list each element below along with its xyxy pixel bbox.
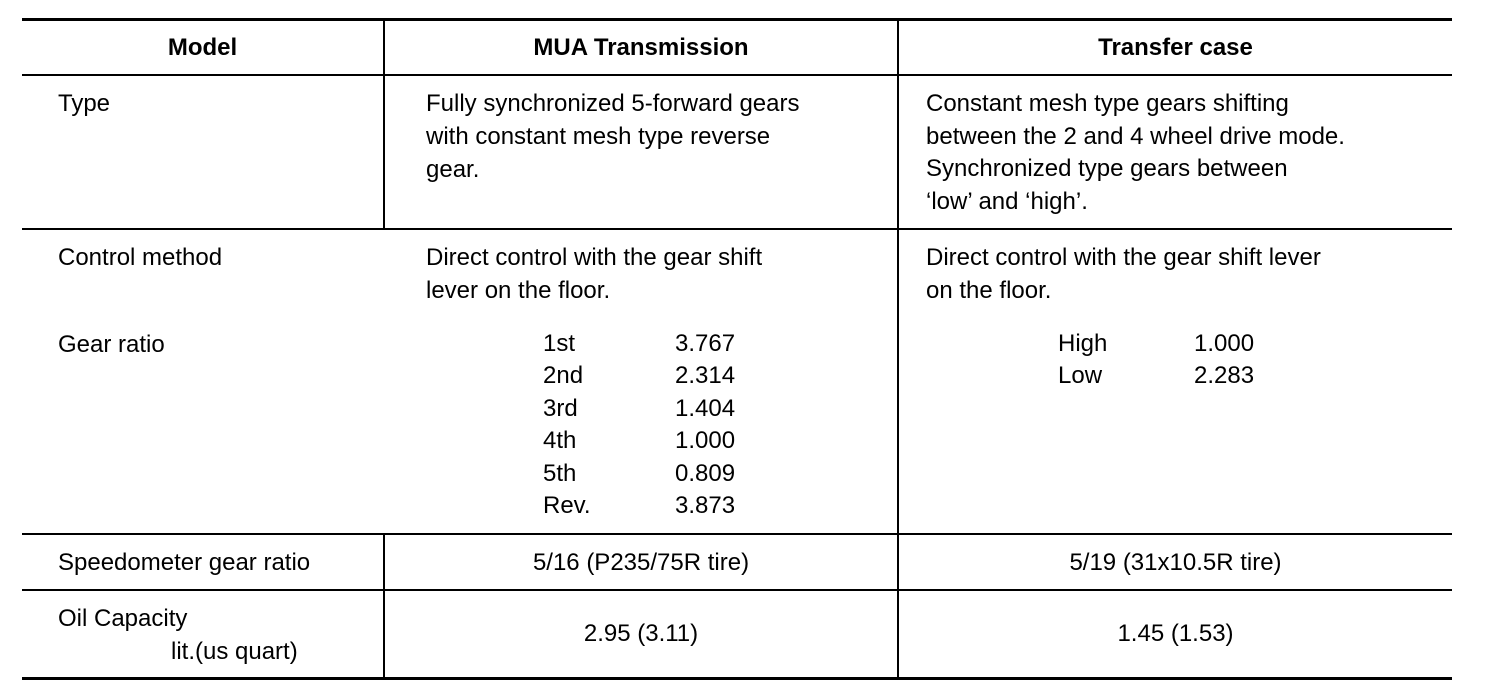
- control-transmission-line: lever on the floor.: [426, 277, 611, 304]
- gear-label: Rev.: [543, 492, 591, 520]
- gear-label: 4th: [543, 427, 577, 455]
- gear-ratio-value: 1.404: [675, 394, 736, 422]
- gear-ratio-value: 3.873: [675, 492, 736, 520]
- gear-ratio-value: 2.283: [1194, 362, 1255, 390]
- table-top-rule: [22, 18, 1452, 21]
- transmission-gear-ratio-list: [543, 328, 775, 522]
- gear-label: High: [1058, 330, 1108, 357]
- gear-row-rule: [22, 533, 1452, 535]
- gear-label: 3rd: [543, 394, 578, 422]
- type-transfer-line: Synchronized type gears between: [926, 155, 1288, 182]
- control-transfer-line: Direct control with the gear shift lever: [926, 244, 1321, 271]
- oil-transfer-value: 1.45 (1.53): [1117, 620, 1234, 647]
- gear-ratio-value: 3.767: [675, 330, 736, 357]
- header-model: Model: [167, 34, 238, 61]
- column-divider-1: [383, 76, 385, 230]
- type-transmission-line: with constant mesh type reverse: [426, 123, 771, 150]
- transfer-gear-ratio-list: [1058, 328, 1294, 393]
- control-transmission-line: Direct control with the gear shift: [426, 244, 763, 271]
- row-label-speedometer-gear-ratio: Speedometer gear ratio: [58, 549, 311, 576]
- type-row-rule: [22, 228, 1452, 230]
- row-label-oil-capacity: Oil Capacity: [58, 605, 188, 632]
- column-divider-2: [897, 20, 899, 680]
- speedometer-row-rule: [22, 589, 1452, 591]
- speedometer-transfer-value: 5/19 (31x10.5R tire): [1069, 549, 1282, 576]
- gear-ratio-value: 1.000: [675, 427, 736, 455]
- control-transfer-line: on the floor.: [926, 277, 1052, 304]
- gear-label: 1st: [543, 330, 576, 357]
- gear-ratio-value: 0.809: [675, 459, 736, 487]
- gear-label: 5th: [543, 459, 577, 487]
- gear-label: 2nd: [543, 362, 584, 390]
- row-label-control-method: Control method: [58, 244, 223, 271]
- table-bottom-rule: [22, 677, 1452, 680]
- speedometer-transmission-value: 5/16 (P235/75R tire): [532, 549, 750, 576]
- row-label-type: Type: [58, 90, 111, 117]
- type-transfer-line: Constant mesh type gears shifting: [926, 90, 1289, 117]
- type-transfer-line: between the 2 and 4 wheel drive mode.: [926, 123, 1345, 150]
- row-label-gear-ratio: Gear ratio: [58, 331, 165, 358]
- type-transmission-line: Fully synchronized 5-forward gears: [426, 90, 800, 117]
- gear-ratio-value: 2.314: [675, 362, 736, 390]
- header-transmission: MUA Transmission: [533, 34, 749, 61]
- header-rule: [22, 74, 1452, 76]
- gear-label: Low: [1058, 362, 1103, 390]
- type-transmission-line: gear.: [426, 156, 480, 183]
- oil-transmission-value: 2.95 (3.11): [583, 620, 699, 647]
- header-transfer-case: Transfer case: [1098, 34, 1253, 61]
- gear-ratio-value: 1.000: [1194, 330, 1255, 357]
- row-label-oil-unit: lit.(us quart): [171, 638, 298, 665]
- type-transfer-line: ‘low’ and ‘high’.: [926, 188, 1088, 215]
